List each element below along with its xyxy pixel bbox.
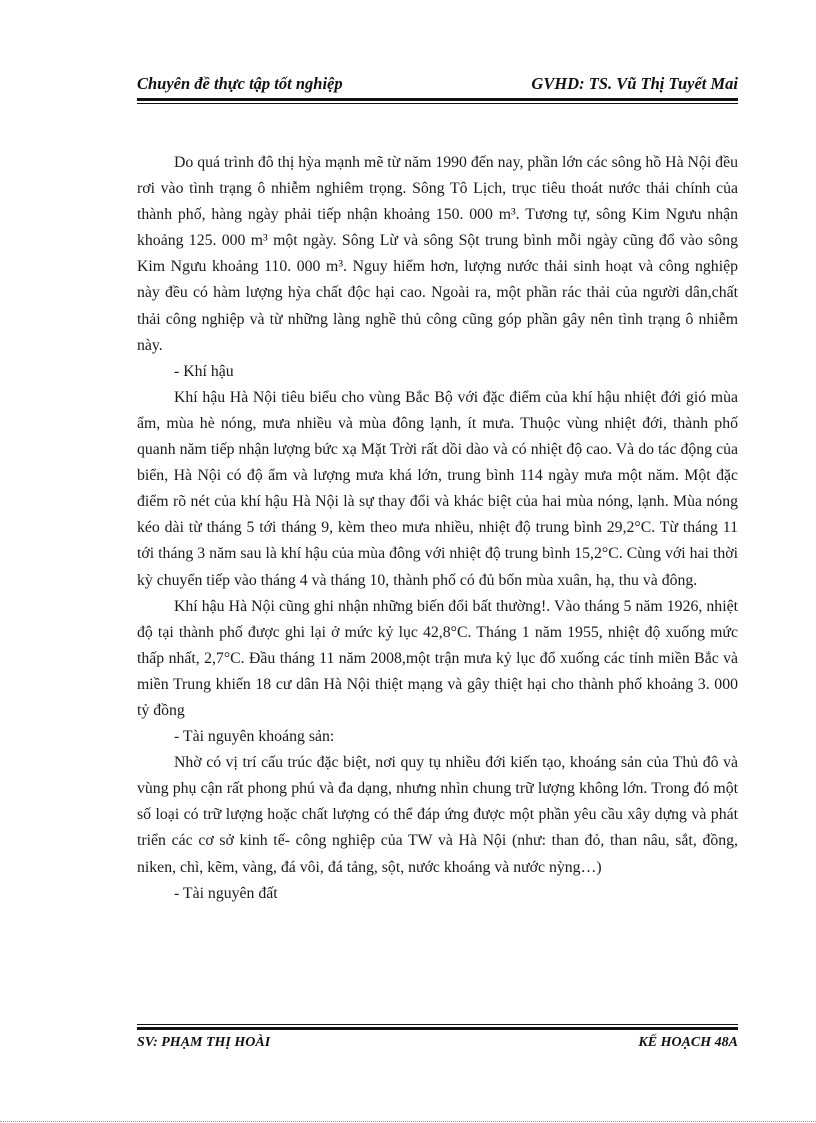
header-supervisor: GVHD: TS. Vũ Thị Tuyết Mai (531, 74, 738, 93)
page-bottom-border (0, 1121, 816, 1122)
header-title: Chuyên đề thực tập tốt nghiệp (137, 74, 343, 93)
heading-climate: - Khí hậu (174, 362, 234, 380)
paragraph-climate-anomalies: Khí hậu Hà Nội cũng ghi nhận những biến đổi bất thường!. Vào tháng 5 năm 1926, nhiệt độ tại thành phố được ghi lại ở mức kỷ lục 42,8°C. Tháng 1 năm 1955, nhiệt độ xuống mức thấp nhất, 2,7°C. Đầu tháng 11 năm 2008,một trận mưa kỷ lục đổ xuống các tỉnh miền Bắc và miền Trung khiến 18 cư dân Hà Nội thiệt mạng và gây thiệt hại cho thành phố khoảng 3. 000 tỷ đồng (137, 597, 738, 719)
header-rule-thick (137, 98, 738, 101)
header-rule-thin (137, 103, 738, 104)
heading-land: - Tài nguyên đất (174, 884, 278, 902)
footer-rule-thick (137, 1027, 738, 1030)
footer-rule-thin (137, 1024, 738, 1025)
paragraph-climate: Khí hậu Hà Nội tiêu biểu cho vùng Bắc Bộ với đặc điểm của khí hậu nhiệt đới gió mùa ẩm, mùa hè nóng, mưa nhiều và mùa đông lạnh, ít mưa. Thuộc vùng nhiệt đới, thành phố quanh năm tiếp nhận lượng bức xạ Mặt Trời rất dồi dào và có nhiệt độ cao. Và do tác động của biển, Hà Nội có độ ẩm và lượng mưa khá lớn, trung bình 114 ngày mưa một năm. Một đặc điểm rõ nét của khí hậu Hà Nội là sự thay đổi và khác biệt của hai mùa nóng, lạnh. Mùa nóng kéo dài từ tháng 5 tới tháng 9, kèm theo mưa nhiều, nhiệt độ trung bình 29,2°C. Từ tháng 11 tới tháng 3 năm sau là khí hậu của mùa đông với nhiệt độ trung bình 15,2°C. Cùng với hai thời kỳ chuyển tiếp vào tháng 4 và tháng 10, thành phố có đủ bốn mùa xuân, hạ, thu và đông. (137, 388, 738, 589)
footer-student: SV: PHẠM THỊ HOÀI (137, 1035, 271, 1050)
page-header (137, 74, 738, 96)
paragraph-minerals: Nhờ có vị trí cấu trúc đặc biệt, nơi quy tụ nhiều đới kiến tạo, khoáng sản của Thủ đô và vùng phụ cận rất phong phú và đa dạng, nhưng nhìn chung trữ lượng không lớn. Trong đó một số loại có trữ lượng hoặc chất lượng có thể đáp ứng được một phần yêu cầu xây dựng và phát triển các cơ sở kinh tế- công nghiệp của TW và Hà Nội (như: than đỏ, than nâu, sắt, đồng, niken, chì, kẽm, vàng, đá vôi, đá tảng, sột, nước khoáng và nước nỳng…) (137, 754, 738, 876)
heading-minerals: - Tài nguyên khoáng sản: (174, 728, 335, 746)
document-body (137, 150, 738, 907)
footer-class: KẾ HOẠCH 48A (638, 1035, 738, 1050)
paragraph-pollution: Do quá trình đô thị hỳa mạnh mẽ từ năm 1990 đến nay, phần lớn các sông hồ Hà Nội đều rơi vào tình trạng ô nhiễm nghiêm trọng. Sông Tô Lịch, trục tiêu thoát nước thải chính của thành phố, hàng ngày phải tiếp nhận khoảng 150. 000 m³. Tương tự, sông Kim Ngưu nhận khoảng 125. 000 m³ một ngày. Sông Lừ và sông Sột trung bình mỗi ngày cũng đổ vào sông Kim Ngưu khoảng 110. 000 m³. Nguy hiểm hơn, lượng nước thải sinh hoạt và công nghiệp này đều có hàm lượng hỳa chất độc hại cao. Ngoài ra, một phần rác thải của người dân,chất thải công nghiệp và từ những làng nghề thủ công cũng góp phần gây nên tình trạng ô nhiễm này. (137, 154, 738, 354)
page-footer (137, 1035, 738, 1057)
